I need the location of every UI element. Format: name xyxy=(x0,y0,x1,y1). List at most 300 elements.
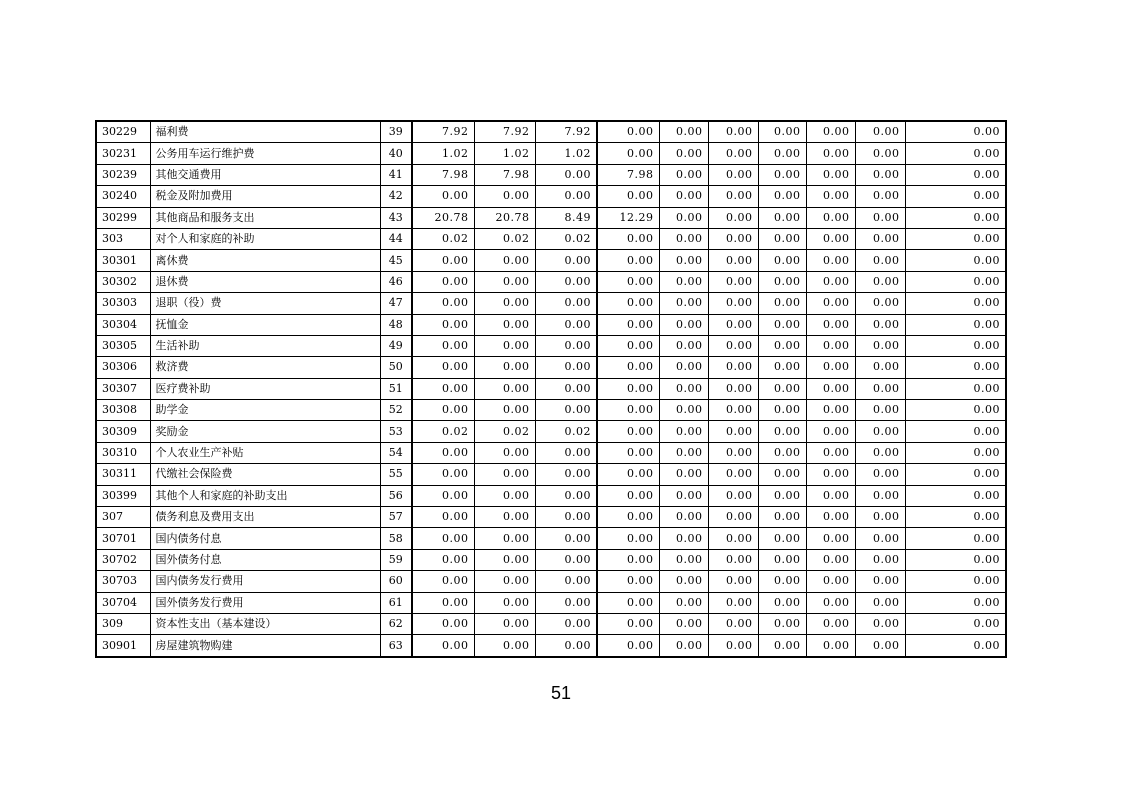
amount-cell: 0.00 xyxy=(905,121,1006,143)
amount-cell: 0.00 xyxy=(412,293,474,314)
amount-cell: 0.00 xyxy=(905,485,1006,506)
subject-name-cell: 国内债务付息 xyxy=(150,528,380,549)
amount-cell: 0.00 xyxy=(412,186,474,207)
amount-cell: 0.00 xyxy=(855,271,905,292)
subject-name-cell: 生活补助 xyxy=(150,335,380,356)
subject-code-cell: 30311 xyxy=(96,464,150,485)
amount-cell: 0.00 xyxy=(659,143,708,164)
amount-cell: 0.00 xyxy=(535,293,597,314)
table-row xyxy=(96,635,1006,657)
subject-name-cell: 医疗费补助 xyxy=(150,378,380,399)
table-row xyxy=(96,571,1006,592)
amount-cell: 0.00 xyxy=(905,592,1006,613)
amount-cell: 0.00 xyxy=(535,549,597,570)
amount-cell: 0.00 xyxy=(708,378,758,399)
line-number-cell: 53 xyxy=(380,421,412,442)
amount-cell: 0.00 xyxy=(905,378,1006,399)
subject-name-cell: 对个人和家庭的补助 xyxy=(150,228,380,249)
amount-cell: 0.00 xyxy=(708,442,758,463)
amount-cell: 8.49 xyxy=(535,207,597,228)
subject-code-cell: 303 xyxy=(96,228,150,249)
amount-cell: 7.98 xyxy=(474,164,535,185)
amount-cell: 0.00 xyxy=(855,592,905,613)
amount-cell: 0.00 xyxy=(597,378,659,399)
line-number-cell: 57 xyxy=(380,507,412,528)
amount-cell: 0.00 xyxy=(659,186,708,207)
amount-cell: 0.00 xyxy=(806,293,855,314)
amount-cell: 0.00 xyxy=(855,293,905,314)
amount-cell: 0.00 xyxy=(758,207,806,228)
amount-cell: 0.00 xyxy=(905,571,1006,592)
amount-cell: 0.00 xyxy=(597,528,659,549)
amount-cell: 0.00 xyxy=(806,228,855,249)
amount-cell: 0.00 xyxy=(806,186,855,207)
amount-cell: 0.00 xyxy=(659,613,708,634)
amount-cell: 0.00 xyxy=(474,314,535,335)
amount-cell: 0.00 xyxy=(855,400,905,421)
table-row xyxy=(96,400,1006,421)
amount-cell: 0.00 xyxy=(905,207,1006,228)
amount-cell: 0.00 xyxy=(535,464,597,485)
amount-cell: 0.00 xyxy=(708,507,758,528)
amount-cell: 0.00 xyxy=(474,507,535,528)
amount-cell: 0.00 xyxy=(597,293,659,314)
amount-cell: 0.00 xyxy=(535,485,597,506)
amount-cell: 0.00 xyxy=(855,143,905,164)
line-number-cell: 62 xyxy=(380,613,412,634)
expenditure-table xyxy=(95,120,1007,658)
line-number-cell: 50 xyxy=(380,357,412,378)
amount-cell: 0.00 xyxy=(474,400,535,421)
amount-cell: 1.02 xyxy=(474,143,535,164)
amount-cell: 0.00 xyxy=(905,357,1006,378)
amount-cell: 0.00 xyxy=(758,421,806,442)
subject-code-cell: 30901 xyxy=(96,635,150,657)
line-number-cell: 56 xyxy=(380,485,412,506)
subject-code-cell: 30299 xyxy=(96,207,150,228)
amount-cell: 0.02 xyxy=(535,421,597,442)
amount-cell: 0.00 xyxy=(535,164,597,185)
amount-cell: 0.00 xyxy=(806,143,855,164)
amount-cell: 0.00 xyxy=(597,613,659,634)
amount-cell: 0.00 xyxy=(708,528,758,549)
amount-cell: 0.00 xyxy=(597,592,659,613)
amount-cell: 0.00 xyxy=(708,250,758,271)
amount-cell: 0.00 xyxy=(758,485,806,506)
amount-cell: 0.00 xyxy=(855,250,905,271)
amount-cell: 0.00 xyxy=(905,528,1006,549)
amount-cell: 0.00 xyxy=(535,571,597,592)
amount-cell: 0.00 xyxy=(708,207,758,228)
amount-cell: 0.00 xyxy=(412,635,474,657)
amount-cell: 7.92 xyxy=(535,121,597,143)
amount-cell: 1.02 xyxy=(412,143,474,164)
amount-cell: 0.00 xyxy=(855,207,905,228)
amount-cell: 0.00 xyxy=(806,121,855,143)
amount-cell: 0.00 xyxy=(855,228,905,249)
line-number-cell: 59 xyxy=(380,549,412,570)
amount-cell: 0.00 xyxy=(659,164,708,185)
amount-cell: 0.00 xyxy=(659,485,708,506)
amount-cell: 0.00 xyxy=(412,335,474,356)
amount-cell: 0.00 xyxy=(758,635,806,657)
amount-cell: 0.00 xyxy=(412,507,474,528)
amount-cell: 0.02 xyxy=(474,421,535,442)
amount-cell: 0.00 xyxy=(758,613,806,634)
amount-cell: 0.00 xyxy=(708,228,758,249)
amount-cell: 0.00 xyxy=(905,271,1006,292)
amount-cell: 0.00 xyxy=(758,143,806,164)
amount-cell: 0.00 xyxy=(659,635,708,657)
amount-cell: 0.00 xyxy=(412,528,474,549)
amount-cell: 0.00 xyxy=(905,507,1006,528)
amount-cell: 0.00 xyxy=(659,293,708,314)
amount-cell: 0.00 xyxy=(597,335,659,356)
amount-cell: 0.00 xyxy=(597,635,659,657)
amount-cell: 0.00 xyxy=(758,357,806,378)
table-row xyxy=(96,228,1006,249)
table-row xyxy=(96,271,1006,292)
amount-cell: 0.00 xyxy=(758,335,806,356)
amount-cell: 0.00 xyxy=(708,485,758,506)
amount-cell: 0.00 xyxy=(905,143,1006,164)
amount-cell: 0.00 xyxy=(535,271,597,292)
subject-code-cell: 30240 xyxy=(96,186,150,207)
table-row xyxy=(96,293,1006,314)
amount-cell: 0.00 xyxy=(474,528,535,549)
amount-cell: 0.00 xyxy=(708,464,758,485)
amount-cell: 0.00 xyxy=(806,357,855,378)
amount-cell: 0.00 xyxy=(597,314,659,335)
amount-cell: 0.00 xyxy=(806,207,855,228)
table-row xyxy=(96,186,1006,207)
amount-cell: 0.00 xyxy=(855,164,905,185)
amount-cell: 0.00 xyxy=(597,143,659,164)
amount-cell: 0.00 xyxy=(806,485,855,506)
line-number-cell: 42 xyxy=(380,186,412,207)
amount-cell: 0.00 xyxy=(412,314,474,335)
amount-cell: 0.00 xyxy=(597,485,659,506)
amount-cell: 0.00 xyxy=(597,464,659,485)
amount-cell: 0.00 xyxy=(659,528,708,549)
subject-code-cell: 30239 xyxy=(96,164,150,185)
subject-name-cell: 个人农业生产补贴 xyxy=(150,442,380,463)
amount-cell: 0.00 xyxy=(474,271,535,292)
amount-cell: 0.00 xyxy=(708,421,758,442)
subject-code-cell: 30305 xyxy=(96,335,150,356)
amount-cell: 0.00 xyxy=(758,507,806,528)
amount-cell: 0.00 xyxy=(659,442,708,463)
amount-cell: 0.00 xyxy=(597,228,659,249)
subject-name-cell: 离休费 xyxy=(150,250,380,271)
amount-cell: 0.00 xyxy=(806,250,855,271)
amount-cell: 0.00 xyxy=(855,613,905,634)
subject-code-cell: 30310 xyxy=(96,442,150,463)
line-number-cell: 47 xyxy=(380,293,412,314)
amount-cell: 0.00 xyxy=(597,271,659,292)
amount-cell: 0.00 xyxy=(855,357,905,378)
amount-cell: 0.00 xyxy=(855,549,905,570)
subject-name-cell: 救济费 xyxy=(150,357,380,378)
subject-code-cell: 30301 xyxy=(96,250,150,271)
amount-cell: 7.92 xyxy=(412,121,474,143)
amount-cell: 0.00 xyxy=(659,121,708,143)
table-row xyxy=(96,164,1006,185)
table-row xyxy=(96,613,1006,634)
amount-cell: 0.00 xyxy=(597,507,659,528)
amount-cell: 0.00 xyxy=(806,421,855,442)
amount-cell: 0.00 xyxy=(659,592,708,613)
amount-cell: 0.00 xyxy=(855,335,905,356)
amount-cell: 0.02 xyxy=(412,228,474,249)
amount-cell: 0.00 xyxy=(855,378,905,399)
amount-cell: 0.00 xyxy=(412,549,474,570)
amount-cell: 0.00 xyxy=(659,400,708,421)
amount-cell: 0.00 xyxy=(474,442,535,463)
subject-code-cell: 30309 xyxy=(96,421,150,442)
amount-cell: 0.00 xyxy=(905,228,1006,249)
amount-cell: 0.00 xyxy=(535,250,597,271)
amount-cell: 0.00 xyxy=(905,335,1006,356)
amount-cell: 0.00 xyxy=(474,592,535,613)
amount-cell: 0.00 xyxy=(758,549,806,570)
amount-cell: 0.00 xyxy=(474,485,535,506)
subject-code-cell: 30231 xyxy=(96,143,150,164)
amount-cell: 0.00 xyxy=(806,613,855,634)
amount-cell: 0.00 xyxy=(758,228,806,249)
subject-code-cell: 30702 xyxy=(96,549,150,570)
table-row xyxy=(96,378,1006,399)
line-number-cell: 39 xyxy=(380,121,412,143)
amount-cell: 0.00 xyxy=(535,357,597,378)
table-row xyxy=(96,143,1006,164)
amount-cell: 0.00 xyxy=(659,378,708,399)
amount-cell: 0.00 xyxy=(474,464,535,485)
amount-cell: 0.00 xyxy=(412,592,474,613)
amount-cell: 0.00 xyxy=(535,613,597,634)
amount-cell: 0.00 xyxy=(855,507,905,528)
subject-name-cell: 退职（役）费 xyxy=(150,293,380,314)
amount-cell: 0.00 xyxy=(708,400,758,421)
amount-cell: 0.02 xyxy=(474,228,535,249)
table-row xyxy=(96,592,1006,613)
amount-cell: 0.00 xyxy=(758,271,806,292)
line-number-cell: 61 xyxy=(380,592,412,613)
amount-cell: 0.00 xyxy=(474,335,535,356)
table-row xyxy=(96,357,1006,378)
amount-cell: 0.00 xyxy=(412,250,474,271)
amount-cell: 0.00 xyxy=(412,485,474,506)
amount-cell: 0.00 xyxy=(758,571,806,592)
table-row xyxy=(96,250,1006,271)
table-row xyxy=(96,549,1006,570)
amount-cell: 0.00 xyxy=(597,442,659,463)
amount-cell: 0.00 xyxy=(659,549,708,570)
amount-cell: 0.00 xyxy=(905,421,1006,442)
amount-cell: 0.00 xyxy=(659,421,708,442)
amount-cell: 0.00 xyxy=(855,421,905,442)
amount-cell: 0.00 xyxy=(412,442,474,463)
amount-cell: 0.00 xyxy=(855,635,905,657)
subject-code-cell: 30703 xyxy=(96,571,150,592)
amount-cell: 0.00 xyxy=(905,400,1006,421)
line-number-cell: 49 xyxy=(380,335,412,356)
amount-cell: 0.00 xyxy=(905,442,1006,463)
amount-cell: 0.00 xyxy=(659,314,708,335)
amount-cell: 0.00 xyxy=(708,613,758,634)
subject-name-cell: 助学金 xyxy=(150,400,380,421)
amount-cell: 0.00 xyxy=(412,400,474,421)
amount-cell: 0.00 xyxy=(806,635,855,657)
amount-cell: 0.00 xyxy=(412,571,474,592)
table-row xyxy=(96,507,1006,528)
amount-cell: 0.00 xyxy=(905,635,1006,657)
subject-name-cell: 资本性支出（基本建设） xyxy=(150,613,380,634)
table-row xyxy=(96,485,1006,506)
amount-cell: 0.00 xyxy=(708,121,758,143)
subject-name-cell: 奖励金 xyxy=(150,421,380,442)
line-number-cell: 43 xyxy=(380,207,412,228)
amount-cell: 0.00 xyxy=(758,250,806,271)
amount-cell: 0.00 xyxy=(806,271,855,292)
amount-cell: 0.00 xyxy=(412,464,474,485)
subject-name-cell: 债务利息及费用支出 xyxy=(150,507,380,528)
table-row xyxy=(96,314,1006,335)
amount-cell: 0.00 xyxy=(412,613,474,634)
table-row xyxy=(96,335,1006,356)
line-number-cell: 63 xyxy=(380,635,412,657)
amount-cell: 0.00 xyxy=(758,400,806,421)
amount-cell: 0.00 xyxy=(474,635,535,657)
amount-cell: 0.00 xyxy=(758,164,806,185)
subject-name-cell: 福利费 xyxy=(150,121,380,143)
amount-cell: 0.00 xyxy=(597,121,659,143)
amount-cell: 0.00 xyxy=(535,400,597,421)
amount-cell: 0.00 xyxy=(855,186,905,207)
amount-cell: 0.00 xyxy=(708,592,758,613)
amount-cell: 0.00 xyxy=(474,293,535,314)
table-row xyxy=(96,442,1006,463)
amount-cell: 0.00 xyxy=(905,293,1006,314)
amount-cell: 0.00 xyxy=(597,250,659,271)
subject-name-cell: 国内债务发行费用 xyxy=(150,571,380,592)
table-body xyxy=(96,121,1006,657)
subject-name-cell: 抚恤金 xyxy=(150,314,380,335)
amount-cell: 0.00 xyxy=(905,250,1006,271)
amount-cell: 0.00 xyxy=(905,186,1006,207)
amount-cell: 0.00 xyxy=(474,250,535,271)
amount-cell: 0.00 xyxy=(659,335,708,356)
amount-cell: 0.00 xyxy=(708,164,758,185)
amount-cell: 0.00 xyxy=(758,186,806,207)
amount-cell: 0.00 xyxy=(806,442,855,463)
amount-cell: 0.00 xyxy=(806,549,855,570)
amount-cell: 0.00 xyxy=(535,378,597,399)
amount-cell: 0.00 xyxy=(659,571,708,592)
line-number-cell: 45 xyxy=(380,250,412,271)
amount-cell: 0.00 xyxy=(535,507,597,528)
amount-cell: 0.00 xyxy=(659,271,708,292)
amount-cell: 0.00 xyxy=(758,314,806,335)
subject-name-cell: 其他交通费用 xyxy=(150,164,380,185)
line-number-cell: 44 xyxy=(380,228,412,249)
amount-cell: 0.00 xyxy=(474,549,535,570)
amount-cell: 0.00 xyxy=(708,571,758,592)
subject-code-cell: 30307 xyxy=(96,378,150,399)
line-number-cell: 46 xyxy=(380,271,412,292)
amount-cell: 0.00 xyxy=(806,592,855,613)
subject-name-cell: 其他商品和服务支出 xyxy=(150,207,380,228)
amount-cell: 0.00 xyxy=(905,164,1006,185)
amount-cell: 0.00 xyxy=(905,464,1006,485)
amount-cell: 0.00 xyxy=(905,549,1006,570)
amount-cell: 0.00 xyxy=(659,464,708,485)
amount-cell: 0.00 xyxy=(758,442,806,463)
amount-cell: 0.00 xyxy=(855,121,905,143)
amount-cell: 0.00 xyxy=(474,378,535,399)
amount-cell: 0.00 xyxy=(412,378,474,399)
line-number-cell: 48 xyxy=(380,314,412,335)
amount-cell: 0.00 xyxy=(597,571,659,592)
subject-code-cell: 30304 xyxy=(96,314,150,335)
amount-cell: 0.00 xyxy=(535,314,597,335)
amount-cell: 0.00 xyxy=(758,528,806,549)
amount-cell: 20.78 xyxy=(412,207,474,228)
amount-cell: 0.00 xyxy=(806,507,855,528)
amount-cell: 0.00 xyxy=(806,164,855,185)
amount-cell: 0.00 xyxy=(855,464,905,485)
amount-cell: 20.78 xyxy=(474,207,535,228)
amount-cell: 0.00 xyxy=(659,507,708,528)
subject-name-cell: 公务用车运行维护费 xyxy=(150,143,380,164)
amount-cell: 7.92 xyxy=(474,121,535,143)
amount-cell: 0.00 xyxy=(659,207,708,228)
subject-name-cell: 房屋建筑物购建 xyxy=(150,635,380,657)
subject-code-cell: 30308 xyxy=(96,400,150,421)
amount-cell: 0.00 xyxy=(855,442,905,463)
subject-name-cell: 税金及附加费用 xyxy=(150,186,380,207)
amount-cell: 0.00 xyxy=(708,314,758,335)
subject-name-cell: 其他个人和家庭的补助支出 xyxy=(150,485,380,506)
amount-cell: 0.00 xyxy=(855,571,905,592)
amount-cell: 0.00 xyxy=(474,613,535,634)
line-number-cell: 41 xyxy=(380,164,412,185)
subject-name-cell: 代缴社会保险费 xyxy=(150,464,380,485)
amount-cell: 0.00 xyxy=(758,464,806,485)
amount-cell: 0.00 xyxy=(708,335,758,356)
amount-cell: 0.00 xyxy=(535,592,597,613)
subject-name-cell: 国外债务付息 xyxy=(150,549,380,570)
amount-cell: 0.00 xyxy=(806,378,855,399)
amount-cell: 0.00 xyxy=(597,549,659,570)
amount-cell: 0.00 xyxy=(597,421,659,442)
amount-cell: 0.00 xyxy=(412,357,474,378)
amount-cell: 0.00 xyxy=(659,250,708,271)
amount-cell: 0.00 xyxy=(758,293,806,314)
subject-code-cell: 30302 xyxy=(96,271,150,292)
line-number-cell: 52 xyxy=(380,400,412,421)
amount-cell: 0.00 xyxy=(659,357,708,378)
line-number-cell: 54 xyxy=(380,442,412,463)
subject-code-cell: 30399 xyxy=(96,485,150,506)
line-number-cell: 40 xyxy=(380,143,412,164)
amount-cell: 7.98 xyxy=(412,164,474,185)
table-row xyxy=(96,464,1006,485)
amount-cell: 0.00 xyxy=(597,186,659,207)
amount-cell: 0.00 xyxy=(535,635,597,657)
table-row xyxy=(96,528,1006,549)
amount-cell: 0.00 xyxy=(708,549,758,570)
